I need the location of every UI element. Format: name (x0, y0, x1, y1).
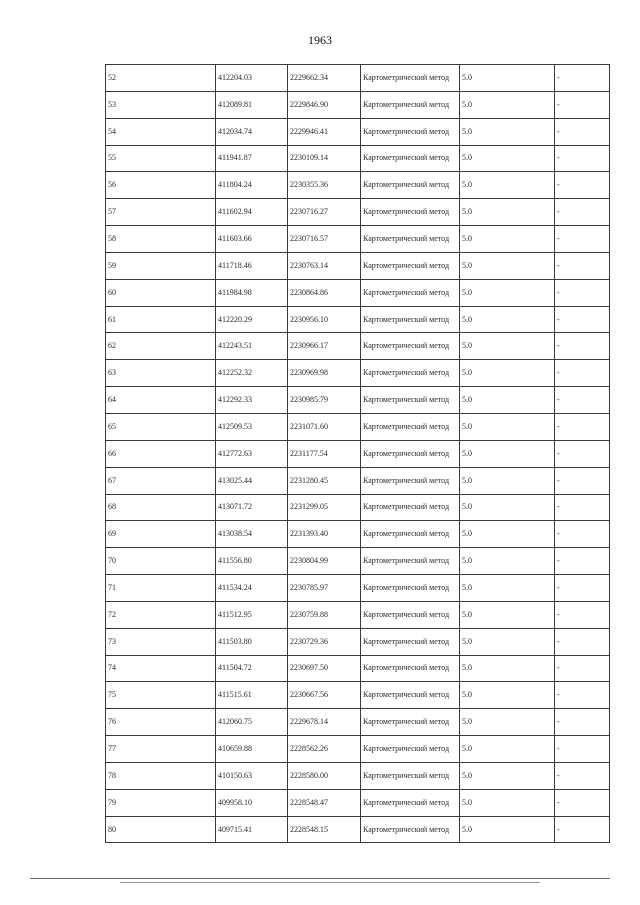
x-coordinate-cell: 411718.46 (216, 252, 288, 279)
method-cell: Картометрический метод (361, 65, 460, 92)
y-coordinate-cell: 2231393.40 (288, 521, 361, 548)
method-cell: Картометрический метод (361, 306, 460, 333)
bottom-scan-line (30, 878, 610, 879)
y-coordinate-cell: 2230716.57 (288, 226, 361, 253)
table-row (106, 360, 610, 387)
x-coordinate-cell: 410659.88 (216, 736, 288, 763)
x-coordinate-cell: 412243.51 (216, 333, 288, 360)
y-coordinate-cell: 2230716.27 (288, 199, 361, 226)
point-number-cell: 76 (106, 709, 216, 736)
x-coordinate-cell: 409958.10 (216, 789, 288, 816)
accuracy-cell: 5.0 (460, 789, 555, 816)
accuracy-cell: 5.0 (460, 199, 555, 226)
point-number-cell: 66 (106, 440, 216, 467)
accuracy-cell: 5.0 (460, 172, 555, 199)
x-coordinate-cell: 409715.41 (216, 816, 288, 843)
method-cell: Картометрический метод (361, 655, 460, 682)
table-row (106, 413, 610, 440)
y-coordinate-cell: 2230729.36 (288, 628, 361, 655)
bottom-scan-line-secondary (120, 882, 540, 883)
table-row (106, 199, 610, 226)
table-row (106, 333, 610, 360)
y-coordinate-cell: 2229678.14 (288, 709, 361, 736)
y-coordinate-cell: 2229846.90 (288, 91, 361, 118)
table-row (106, 494, 610, 521)
method-cell: Картометрический метод (361, 145, 460, 172)
table-row (106, 655, 610, 682)
accuracy-cell: 5.0 (460, 65, 555, 92)
y-coordinate-cell: 2231177.54 (288, 440, 361, 467)
x-coordinate-cell: 411941.87 (216, 145, 288, 172)
y-coordinate-cell: 2230864.86 (288, 279, 361, 306)
description-cell: - (555, 333, 610, 360)
accuracy-cell: 5.0 (460, 306, 555, 333)
description-cell: - (555, 172, 610, 199)
point-number-cell: 63 (106, 360, 216, 387)
description-cell: - (555, 226, 610, 253)
description-cell: - (555, 736, 610, 763)
x-coordinate-cell: 411603.66 (216, 226, 288, 253)
coordinates-table (105, 64, 610, 843)
table-row (106, 145, 610, 172)
x-coordinate-cell: 411534.24 (216, 575, 288, 602)
accuracy-cell: 5.0 (460, 655, 555, 682)
y-coordinate-cell: 2230355.36 (288, 172, 361, 199)
x-coordinate-cell: 413038.54 (216, 521, 288, 548)
table-row (106, 575, 610, 602)
method-cell: Картометрический метод (361, 789, 460, 816)
accuracy-cell: 5.0 (460, 494, 555, 521)
point-number-cell: 77 (106, 736, 216, 763)
accuracy-cell: 5.0 (460, 628, 555, 655)
description-cell: - (555, 387, 610, 414)
y-coordinate-cell: 2230969.98 (288, 360, 361, 387)
y-coordinate-cell: 2230956.10 (288, 306, 361, 333)
y-coordinate-cell: 2231280.45 (288, 467, 361, 494)
y-coordinate-cell: 2229662.34 (288, 65, 361, 92)
method-cell: Картометрический метод (361, 628, 460, 655)
table-row (106, 172, 610, 199)
point-number-cell: 61 (106, 306, 216, 333)
table-row (106, 762, 610, 789)
point-number-cell: 67 (106, 467, 216, 494)
point-number-cell: 71 (106, 575, 216, 602)
description-cell: - (555, 440, 610, 467)
table-row (106, 682, 610, 709)
description-cell: - (555, 118, 610, 145)
method-cell: Картометрический метод (361, 279, 460, 306)
accuracy-cell: 5.0 (460, 118, 555, 145)
description-cell: - (555, 91, 610, 118)
point-number-cell: 54 (106, 118, 216, 145)
method-cell: Картометрический метод (361, 387, 460, 414)
table-row (106, 91, 610, 118)
description-cell: - (555, 306, 610, 333)
x-coordinate-cell: 411984.98 (216, 279, 288, 306)
accuracy-cell: 5.0 (460, 440, 555, 467)
y-coordinate-cell: 2230759.88 (288, 601, 361, 628)
description-cell: - (555, 145, 610, 172)
accuracy-cell: 5.0 (460, 360, 555, 387)
point-number-cell: 69 (106, 521, 216, 548)
y-coordinate-cell: 2229946.41 (288, 118, 361, 145)
y-coordinate-cell: 2230697.50 (288, 655, 361, 682)
description-cell: - (555, 360, 610, 387)
method-cell: Картометрический метод (361, 601, 460, 628)
description-cell: - (555, 548, 610, 575)
y-coordinate-cell: 2230985.79 (288, 387, 361, 414)
description-cell: - (555, 65, 610, 92)
table-row (106, 736, 610, 763)
description-cell: - (555, 279, 610, 306)
accuracy-cell: 5.0 (460, 736, 555, 763)
point-number-cell: 57 (106, 199, 216, 226)
x-coordinate-cell: 412292.33 (216, 387, 288, 414)
x-coordinate-cell: 412034.74 (216, 118, 288, 145)
accuracy-cell: 5.0 (460, 601, 555, 628)
method-cell: Картометрический метод (361, 709, 460, 736)
table-row (106, 440, 610, 467)
accuracy-cell: 5.0 (460, 91, 555, 118)
point-number-cell: 70 (106, 548, 216, 575)
description-cell: - (555, 601, 610, 628)
method-cell: Картометрический метод (361, 494, 460, 521)
method-cell: Картометрический метод (361, 682, 460, 709)
x-coordinate-cell: 412060.75 (216, 709, 288, 736)
accuracy-cell: 5.0 (460, 682, 555, 709)
method-cell: Картометрический метод (361, 575, 460, 602)
table-row (106, 306, 610, 333)
x-coordinate-cell: 411515.61 (216, 682, 288, 709)
accuracy-cell: 5.0 (460, 279, 555, 306)
y-coordinate-cell: 2230966.17 (288, 333, 361, 360)
y-coordinate-cell: 2230763.14 (288, 252, 361, 279)
description-cell: - (555, 655, 610, 682)
point-number-cell: 68 (106, 494, 216, 521)
method-cell: Картометрический метод (361, 333, 460, 360)
y-coordinate-cell: 2230109.14 (288, 145, 361, 172)
point-number-cell: 72 (106, 601, 216, 628)
method-cell: Картометрический метод (361, 816, 460, 843)
y-coordinate-cell: 2228548.47 (288, 789, 361, 816)
point-number-cell: 62 (106, 333, 216, 360)
method-cell: Картометрический метод (361, 736, 460, 763)
y-coordinate-cell: 2228580.00 (288, 762, 361, 789)
accuracy-cell: 5.0 (460, 145, 555, 172)
description-cell: - (555, 252, 610, 279)
x-coordinate-cell: 411503.80 (216, 628, 288, 655)
description-cell: - (555, 467, 610, 494)
description-cell: - (555, 762, 610, 789)
method-cell: Картометрический метод (361, 360, 460, 387)
point-number-cell: 64 (106, 387, 216, 414)
description-cell: - (555, 575, 610, 602)
accuracy-cell: 5.0 (460, 816, 555, 843)
description-cell: - (555, 413, 610, 440)
x-coordinate-cell: 412220.29 (216, 306, 288, 333)
point-number-cell: 58 (106, 226, 216, 253)
accuracy-cell: 5.0 (460, 252, 555, 279)
table-row (106, 709, 610, 736)
description-cell: - (555, 789, 610, 816)
table-row (106, 789, 610, 816)
x-coordinate-cell: 411504.72 (216, 655, 288, 682)
x-coordinate-cell: 411556.80 (216, 548, 288, 575)
method-cell: Картометрический метод (361, 548, 460, 575)
x-coordinate-cell: 412772.63 (216, 440, 288, 467)
accuracy-cell: 5.0 (460, 762, 555, 789)
method-cell: Картометрический метод (361, 199, 460, 226)
table-row (106, 65, 610, 92)
description-cell: - (555, 682, 610, 709)
point-number-cell: 75 (106, 682, 216, 709)
table-row (106, 816, 610, 843)
point-number-cell: 60 (106, 279, 216, 306)
accuracy-cell: 5.0 (460, 548, 555, 575)
point-number-cell: 74 (106, 655, 216, 682)
point-number-cell: 80 (106, 816, 216, 843)
method-cell: Картометрический метод (361, 91, 460, 118)
y-coordinate-cell: 2230785.97 (288, 575, 361, 602)
method-cell: Картометрический метод (361, 226, 460, 253)
accuracy-cell: 5.0 (460, 413, 555, 440)
point-number-cell: 53 (106, 91, 216, 118)
table-row (106, 628, 610, 655)
point-number-cell: 65 (106, 413, 216, 440)
table-row (106, 467, 610, 494)
y-coordinate-cell: 2230667.56 (288, 682, 361, 709)
accuracy-cell: 5.0 (460, 575, 555, 602)
table-row (106, 521, 610, 548)
method-cell: Картометрический метод (361, 252, 460, 279)
x-coordinate-cell: 412252.32 (216, 360, 288, 387)
coordinates-table-body (106, 65, 610, 843)
y-coordinate-cell: 2231071.60 (288, 413, 361, 440)
x-coordinate-cell: 411804.24 (216, 172, 288, 199)
y-coordinate-cell: 2228548.15 (288, 816, 361, 843)
method-cell: Картометрический метод (361, 413, 460, 440)
method-cell: Картометрический метод (361, 521, 460, 548)
x-coordinate-cell: 413071.72 (216, 494, 288, 521)
table-row (106, 548, 610, 575)
table-row (106, 279, 610, 306)
point-number-cell: 78 (106, 762, 216, 789)
table-row (106, 226, 610, 253)
page-number: 1963 (308, 33, 332, 47)
accuracy-cell: 5.0 (460, 333, 555, 360)
description-cell: - (555, 816, 610, 843)
point-number-cell: 56 (106, 172, 216, 199)
x-coordinate-cell: 411512.95 (216, 601, 288, 628)
accuracy-cell: 5.0 (460, 467, 555, 494)
description-cell: - (555, 709, 610, 736)
description-cell: - (555, 521, 610, 548)
accuracy-cell: 5.0 (460, 387, 555, 414)
description-cell: - (555, 628, 610, 655)
x-coordinate-cell: 412204.03 (216, 65, 288, 92)
accuracy-cell: 5.0 (460, 226, 555, 253)
x-coordinate-cell: 413025.44 (216, 467, 288, 494)
x-coordinate-cell: 410150.63 (216, 762, 288, 789)
method-cell: Картометрический метод (361, 762, 460, 789)
method-cell: Картометрический метод (361, 172, 460, 199)
table-row (106, 118, 610, 145)
description-cell: - (555, 494, 610, 521)
y-coordinate-cell: 2228562.26 (288, 736, 361, 763)
y-coordinate-cell: 2231299.05 (288, 494, 361, 521)
description-cell: - (555, 199, 610, 226)
table-row (106, 387, 610, 414)
x-coordinate-cell: 411602.94 (216, 199, 288, 226)
point-number-cell: 73 (106, 628, 216, 655)
method-cell: Картометрический метод (361, 118, 460, 145)
y-coordinate-cell: 2230804.99 (288, 548, 361, 575)
table-row (106, 601, 610, 628)
method-cell: Картометрический метод (361, 467, 460, 494)
point-number-cell: 55 (106, 145, 216, 172)
accuracy-cell: 5.0 (460, 521, 555, 548)
point-number-cell: 59 (106, 252, 216, 279)
accuracy-cell: 5.0 (460, 709, 555, 736)
x-coordinate-cell: 412089.81 (216, 91, 288, 118)
x-coordinate-cell: 412509.53 (216, 413, 288, 440)
point-number-cell: 79 (106, 789, 216, 816)
method-cell: Картометрический метод (361, 440, 460, 467)
table-row (106, 252, 610, 279)
point-number-cell: 52 (106, 65, 216, 92)
